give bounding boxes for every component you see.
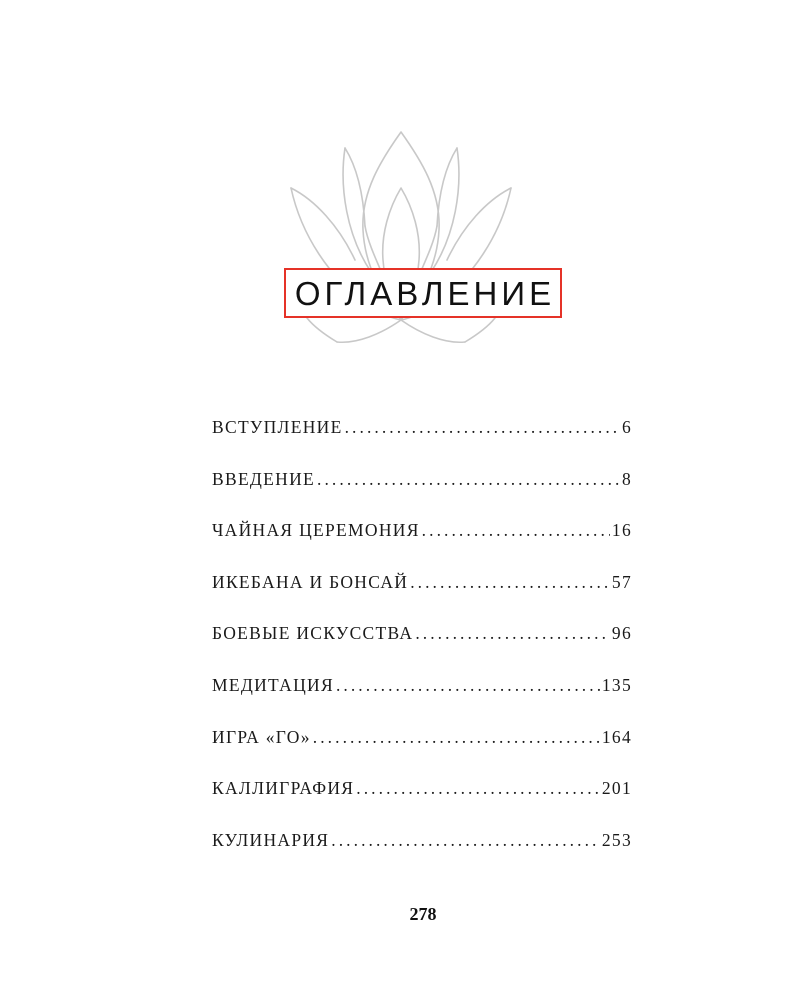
toc-entry-label: ИКЕБАНА И БОНСАЙ — [212, 571, 409, 592]
toc-entry-label: КУЛИНАРИЯ — [212, 829, 330, 850]
toc-entry-label: ЧАЙНАЯ ЦЕРЕМОНИЯ — [212, 520, 420, 541]
page-title: ОГЛАВЛЕНИЕ — [294, 274, 556, 312]
toc-entry-page: 16 — [611, 520, 632, 541]
toc-entry-label: БОЕВЫЕ ИСКУССТВА — [212, 623, 414, 644]
dot-leader — [415, 618, 610, 648]
toc-entry-tea-ceremony[interactable] — [212, 515, 632, 567]
title-frame — [284, 268, 562, 318]
toc-entry-label: ИГРА «ГО» — [212, 726, 311, 747]
table-of-contents — [212, 412, 632, 876]
toc-entry-intro[interactable] — [212, 412, 632, 464]
toc-entry-ikebana-bonsai[interactable] — [212, 567, 632, 619]
toc-entry-cooking[interactable] — [212, 825, 632, 877]
toc-entry-page: 201 — [601, 778, 632, 799]
toc-entry-label: КАЛЛИГРАФИЯ — [212, 778, 355, 799]
toc-entry-label: ВСТУПЛЕНИЕ — [212, 417, 343, 437]
dot-leader — [356, 773, 600, 803]
toc-entry-page: 96 — [611, 623, 632, 644]
toc-entry-calligraphy[interactable] — [212, 773, 632, 825]
toc-entry-label: ВВЕДЕНИЕ — [212, 468, 316, 489]
dot-leader — [410, 567, 610, 597]
toc-entry-page: 6 — [621, 417, 632, 437]
toc-entry-page: 57 — [611, 571, 632, 592]
toc-entry-martial-arts[interactable] — [212, 618, 632, 670]
dot-leader — [422, 515, 610, 545]
dot-leader — [331, 825, 600, 855]
toc-entry-label: МЕДИТАЦИЯ — [212, 674, 334, 695]
toc-entry-page: 135 — [601, 674, 632, 695]
dot-leader — [313, 722, 600, 752]
toc-entry-page: 164 — [601, 726, 632, 747]
dot-leader — [317, 464, 620, 494]
page-number: 278 — [409, 904, 437, 924]
toc-entry-page: 253 — [601, 829, 632, 850]
toc-entry-introduction[interactable] — [212, 464, 632, 516]
dot-leader — [345, 412, 620, 442]
toc-entry-go-game[interactable] — [212, 722, 632, 774]
toc-entry-page: 8 — [621, 468, 632, 489]
dot-leader — [336, 670, 600, 700]
toc-entry-meditation[interactable] — [212, 670, 632, 722]
